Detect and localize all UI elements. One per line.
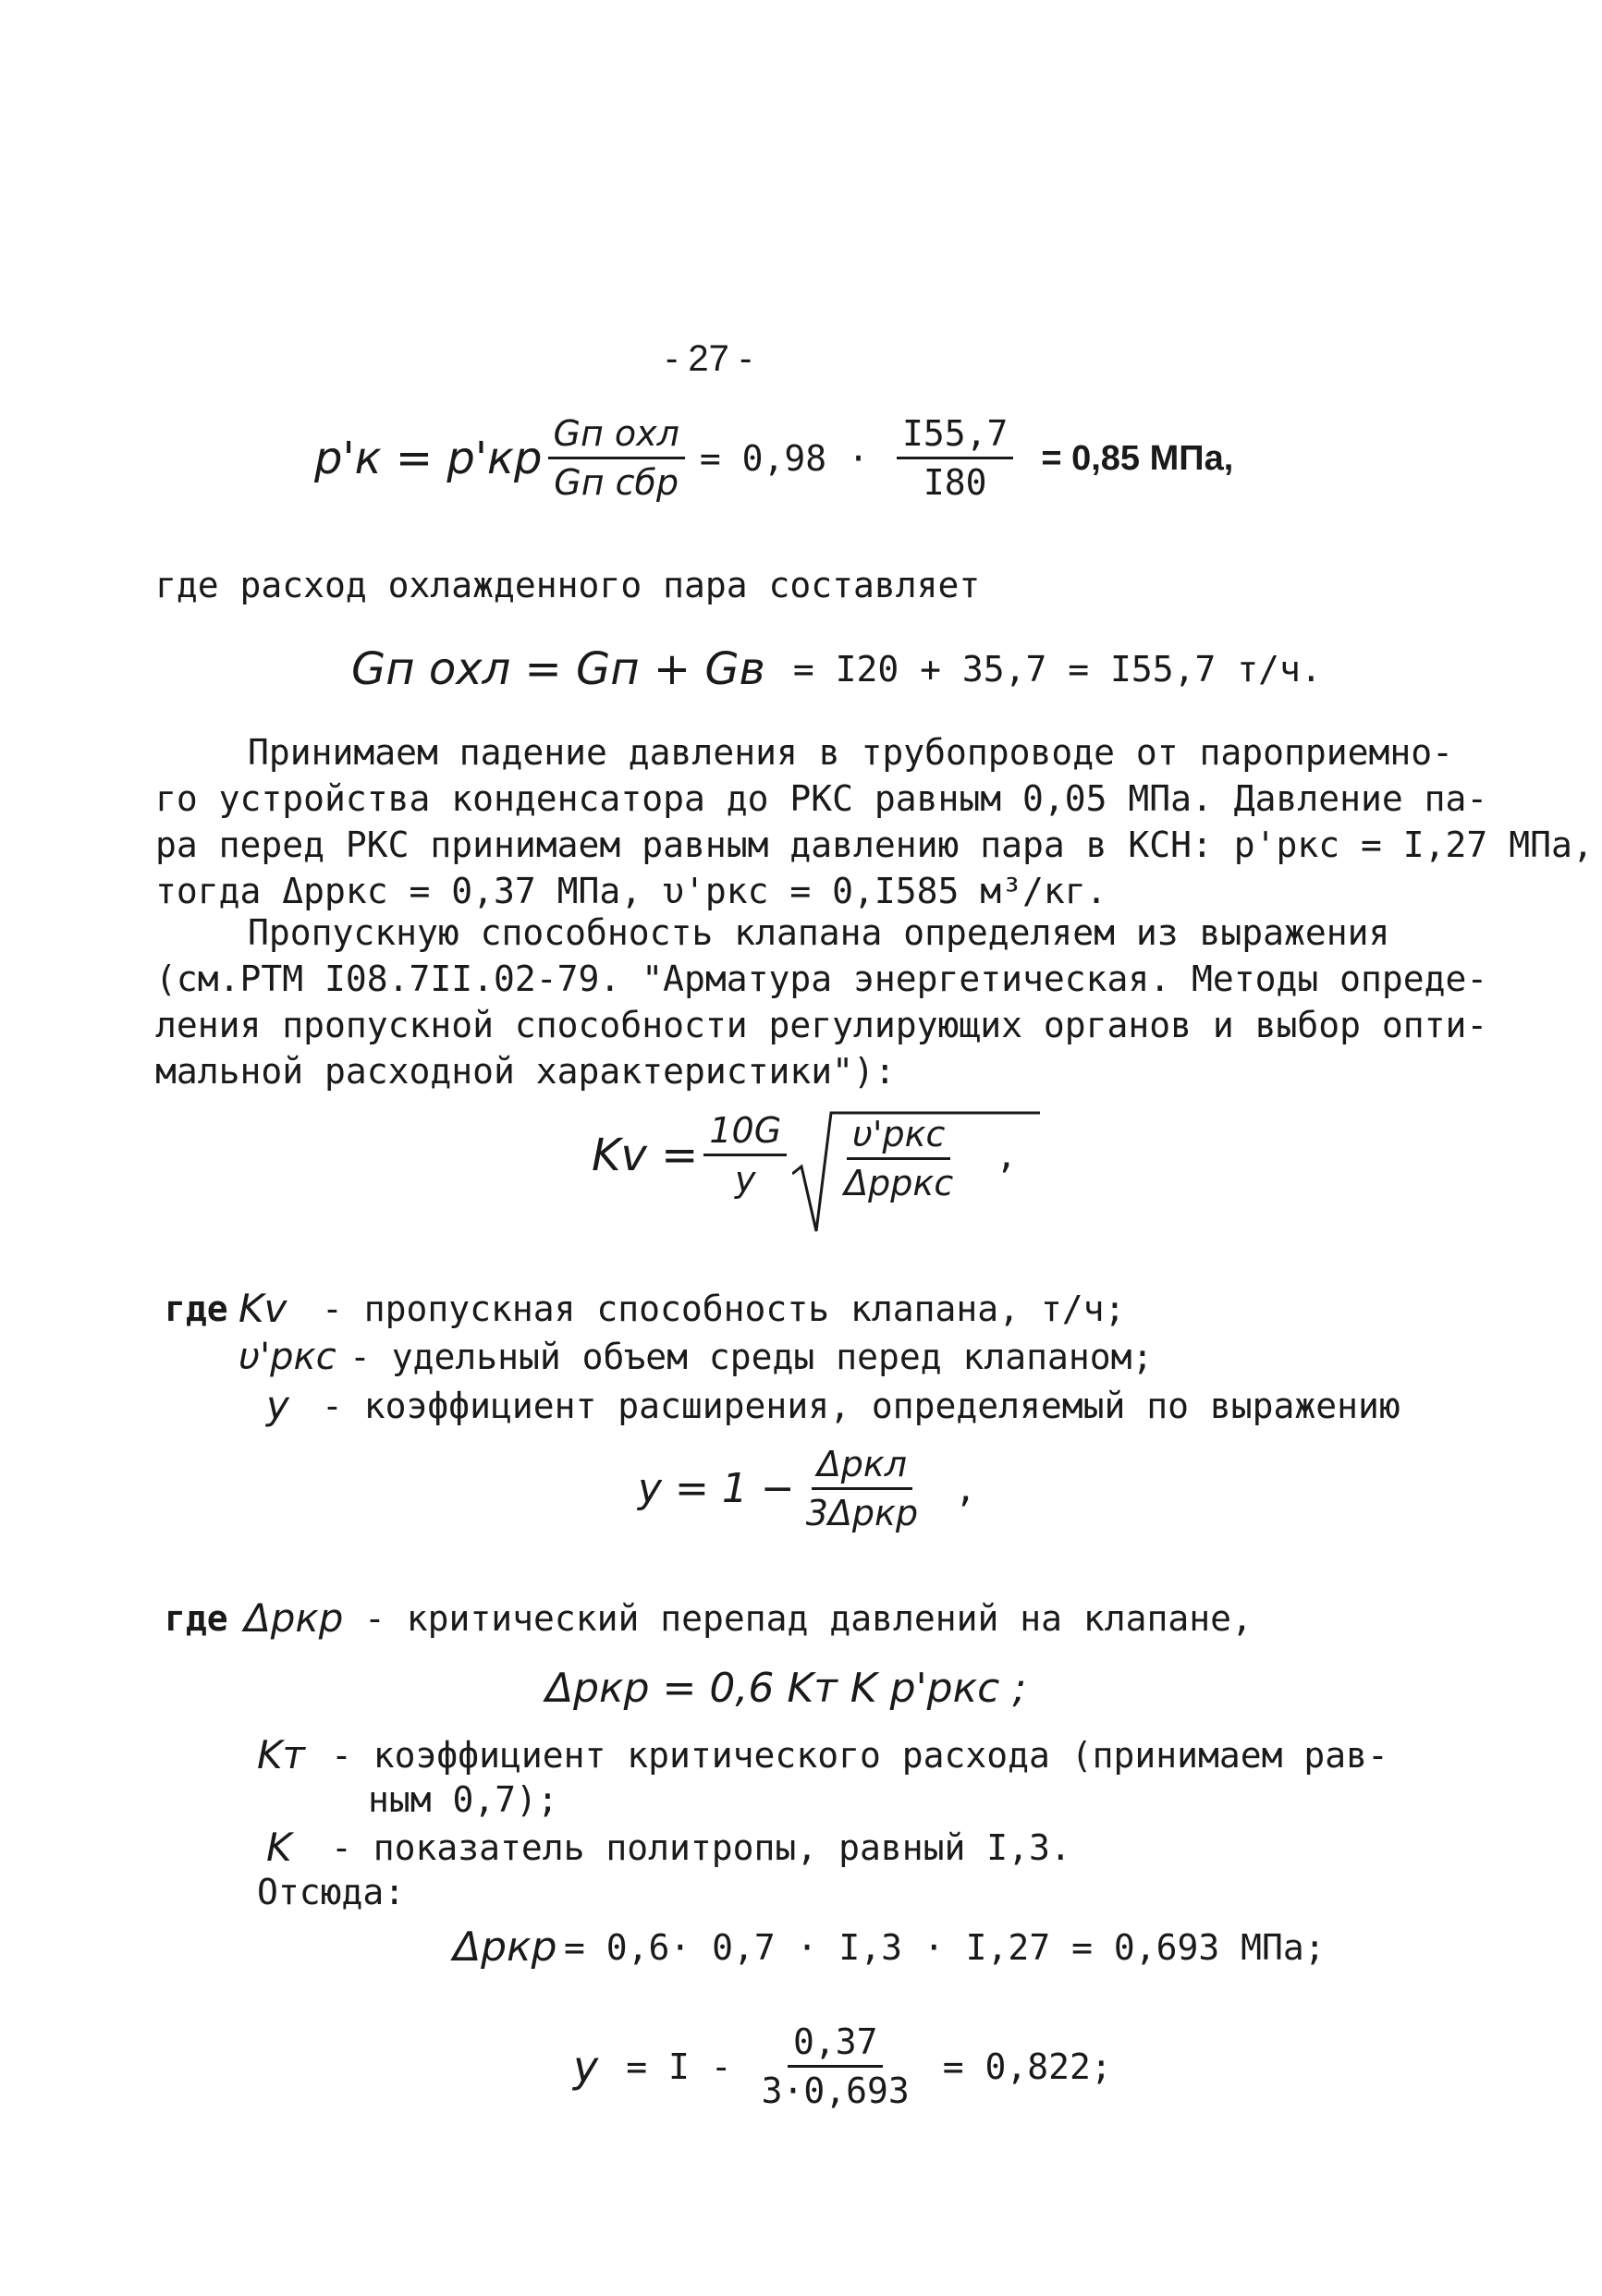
eq3-num: 10G bbox=[703, 1113, 787, 1156]
def-k bbox=[266, 1825, 1071, 1870]
equation-kv bbox=[592, 1109, 1017, 1201]
eq1-number-fraction bbox=[897, 413, 1013, 503]
eq3-tail: , bbox=[996, 1134, 1018, 1176]
def-km-text: - коэффициент критического расхода (принимаем рав- bbox=[331, 1735, 1388, 1776]
eq3-fraction bbox=[703, 1110, 787, 1200]
eq7-num: 0,37 bbox=[788, 2024, 884, 2068]
eq7-lhs: y bbox=[573, 2041, 599, 2092]
eq1-fraction bbox=[548, 413, 685, 503]
para1-line1: Принимаем падение давления в трубопроводе от пароприемно- bbox=[248, 732, 1454, 773]
eq7-fraction bbox=[756, 2021, 915, 2111]
eq3-lhs: Kv = bbox=[592, 1129, 699, 1181]
eq3-sqrt-num: υ'ркс bbox=[847, 1117, 950, 1160]
page-number: - 27 - bbox=[666, 338, 752, 379]
def-kv-text: - пропускная способность клапана, т/ч; bbox=[322, 1288, 1126, 1329]
eq4-den: 3Δpкр bbox=[805, 1493, 919, 1533]
eq3-sqrt-den: Δpркс bbox=[844, 1163, 954, 1203]
para1-line3: ра перед РКС принимаем равным давлению пара в КСН: p'ркс = I,27 МПа, bbox=[155, 824, 1594, 865]
para2-line3: ления пропускной способности регулирующих органов и выбор опти- bbox=[155, 1005, 1488, 1045]
para2-line2: (см.РТМ I08.7II.02-79. "Арматура энергетическая. Методы опреде- bbox=[155, 959, 1488, 999]
otsyuda-label: Отсюда: bbox=[257, 1872, 406, 1912]
eq6-rhs: = 0,6· 0,7 · I,3 · I,27 = 0,693 МПа; bbox=[564, 1927, 1326, 1968]
def-vpkc bbox=[238, 1336, 1154, 1378]
eq1-middle: = 0,98 · bbox=[699, 437, 869, 479]
def-dpkr-text: - критический перепад давлений на клапане, bbox=[364, 1598, 1253, 1639]
eq2-rhs: = I20 + 35,7 = I55,7 т/ч. bbox=[792, 649, 1322, 690]
equation-gn-ohl bbox=[351, 643, 1322, 695]
def-y-symbol: y bbox=[266, 1383, 289, 1428]
eq1-den: I80 bbox=[923, 462, 987, 503]
eq7-den: 3·0,693 bbox=[761, 2070, 910, 2111]
para2-line4: мальной расходной характеристики"): bbox=[155, 1051, 896, 1092]
equation-dpkr-def: Δpкр = 0,6 Kт K p'ркс ; bbox=[545, 1665, 1027, 1712]
def-dpkr-prefix: где bbox=[165, 1598, 228, 1639]
eq1-frac-num: Gп охл bbox=[548, 416, 685, 459]
para1-line2: го устройства конденсатора до РКС равным 0,05 МПа. Давление па- bbox=[155, 778, 1488, 819]
def-k-text: - показатель политропы, равный I,3. bbox=[331, 1827, 1071, 1868]
def-km-symbol: Kт bbox=[257, 1732, 306, 1777]
def-k-symbol: K bbox=[266, 1825, 292, 1870]
def-y-text: - коэффициент расширения, определяемый по выражению bbox=[322, 1386, 1400, 1426]
eq1-lhs: p'к = p'кр bbox=[314, 432, 543, 484]
def-vpkc-symbol: υ'ркс bbox=[238, 1336, 336, 1378]
equation-pk bbox=[314, 413, 1234, 503]
def-kv bbox=[165, 1286, 1126, 1331]
equation-dpkr-value bbox=[453, 1924, 1326, 1971]
equation-y-value bbox=[573, 2021, 1112, 2111]
def-kv-prefix: где bbox=[165, 1288, 228, 1329]
eq3-den: y bbox=[735, 1159, 756, 1200]
text-rashod: где расход охлажденного пара составляет bbox=[155, 565, 981, 605]
eq3-sqrt bbox=[792, 1109, 968, 1201]
eq1-result: = 0,85 МПа, bbox=[1041, 438, 1234, 478]
def-km bbox=[257, 1732, 1388, 1777]
eq7-mid: = I - bbox=[626, 2046, 732, 2087]
eq4-fraction bbox=[801, 1444, 923, 1533]
eq1-num: I55,7 bbox=[897, 416, 1013, 459]
eq2-lhs: Gп охл = Gп + Gв bbox=[351, 643, 765, 695]
sqrt-sign-icon bbox=[792, 1109, 1042, 1239]
para2-line1: Пропускную способность клапана определяем из выражения bbox=[248, 912, 1390, 953]
para1-line4: тогда Δpркс = 0,37 МПа, υ'ркс = 0,I585 м³/кг. bbox=[155, 871, 1107, 911]
def-dpkr-symbol: Δpкр bbox=[244, 1595, 344, 1641]
equation-y bbox=[638, 1444, 976, 1533]
def-km-cont: ным 0,7); bbox=[368, 1779, 558, 1820]
def-kv-symbol: Kv bbox=[238, 1286, 287, 1331]
eq6-lhs: Δpкр bbox=[453, 1924, 557, 1971]
eq1-frac-den: Gп сбр bbox=[554, 462, 679, 503]
eq4-num: Δpкл bbox=[812, 1447, 912, 1490]
def-vpkc-text: - удельный объем среды перед клапаном; bbox=[349, 1337, 1154, 1377]
def-dpkr bbox=[165, 1595, 1253, 1641]
eq4-tail: , bbox=[955, 1468, 976, 1509]
eq7-result: = 0,822; bbox=[942, 2046, 1112, 2087]
eq4-lhs: y = 1 − bbox=[638, 1464, 795, 1512]
def-y bbox=[266, 1383, 1400, 1428]
